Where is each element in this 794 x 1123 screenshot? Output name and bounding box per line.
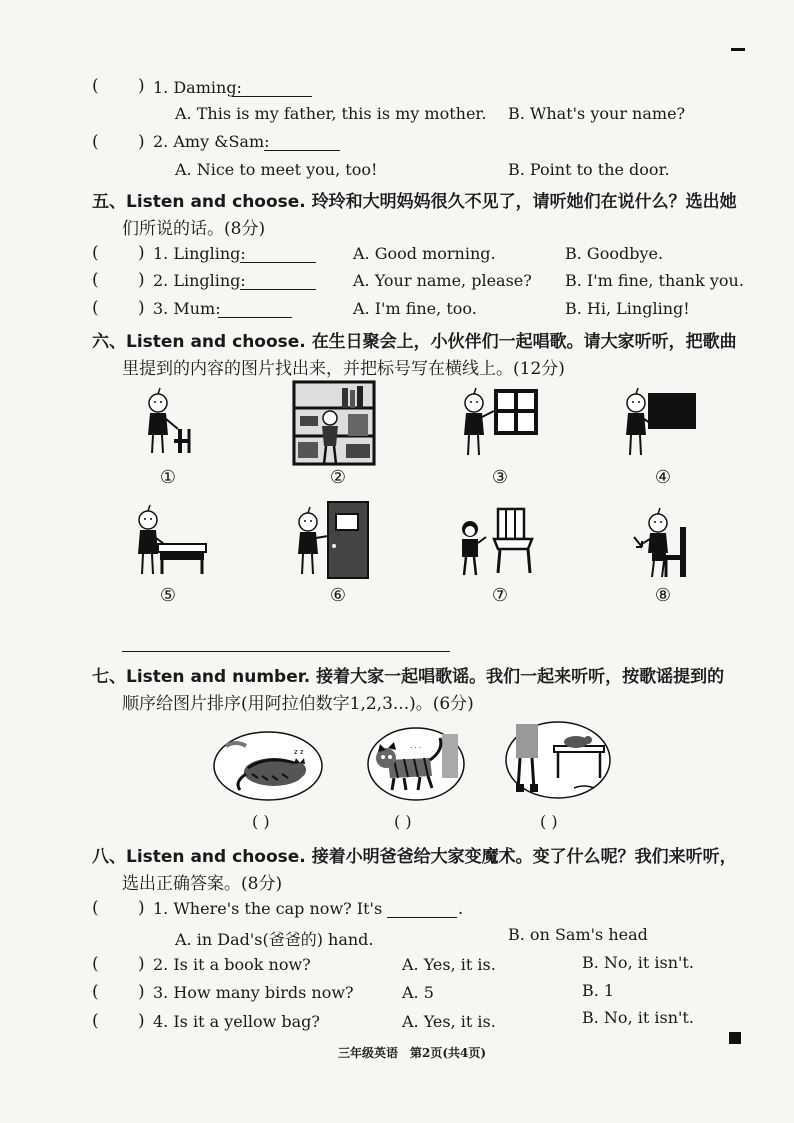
picture-label-3: ③ bbox=[491, 467, 509, 488]
section-number: 七、 bbox=[92, 667, 126, 687]
option-b: B. What's your name? bbox=[508, 104, 686, 123]
question-text: 3. Mum: bbox=[153, 299, 221, 318]
cat-walking-icon bbox=[366, 724, 466, 802]
section-instruction: 玲玲和大明妈妈很久不见了，请听她们在说什么？选出她 bbox=[311, 192, 737, 212]
section-instruction: 在生日聚会上，小伙伴们一起唱歌。请大家听听，把歌曲 bbox=[311, 332, 737, 352]
question-text: 1. Where's the cap now? It's bbox=[153, 899, 383, 918]
picture-label-4: ④ bbox=[654, 467, 672, 488]
bookshelf-icon bbox=[292, 380, 376, 466]
option-a: A. 5 bbox=[402, 983, 434, 1002]
answer-blank[interactable] bbox=[218, 303, 292, 318]
boy-sitting-chair-icon bbox=[632, 505, 698, 579]
answer-paren-open: ( bbox=[92, 954, 99, 974]
section-instruction-line2: 里提到的内容的图片找出来，并把标号写在横线上。(12分) bbox=[122, 359, 565, 379]
option-b: B. Goodbye. bbox=[565, 244, 664, 263]
boy-window-icon bbox=[458, 385, 538, 465]
answer-blank[interactable] bbox=[240, 248, 316, 263]
option-a: A. This is my father, this is my mother. bbox=[175, 104, 487, 123]
option-a: A. I'm fine, too. bbox=[353, 299, 477, 318]
option-b: B. 1 bbox=[582, 981, 615, 1000]
section-instruction: 接着小明爸爸给大家变魔术。变了什么呢？我们来听听， bbox=[311, 847, 737, 867]
picture-label-8: ⑧ bbox=[654, 585, 672, 606]
page-footer: 三年级英语 第2页(共4页) bbox=[338, 1046, 487, 1060]
answer-paren-close: ) bbox=[138, 76, 145, 96]
question-text: 1. Lingling: bbox=[153, 244, 246, 263]
section-title-en: Listen and choose. bbox=[126, 192, 306, 212]
section-heading bbox=[92, 842, 737, 867]
question-text: 3. How many birds now? bbox=[153, 983, 354, 1002]
order-paren-1[interactable]: ( ) bbox=[252, 812, 270, 831]
answer-paren-close: ) bbox=[138, 298, 145, 318]
answer-line[interactable] bbox=[122, 650, 450, 652]
option-b: B. Hi, Lingling! bbox=[565, 299, 690, 318]
question-text: 4. Is it a yellow bag? bbox=[153, 1012, 320, 1031]
section-instruction-line2: 们所说的话。(8分) bbox=[122, 219, 266, 239]
option-a: A. Yes, it is. bbox=[402, 955, 496, 974]
child-chair-icon bbox=[458, 505, 538, 577]
boy-blackboard-icon bbox=[622, 385, 698, 461]
answer-paren-close: ) bbox=[138, 270, 145, 290]
question-text: 2. Amy &Sam: bbox=[153, 132, 270, 151]
section-heading bbox=[92, 187, 737, 212]
section-title-en: Listen and choose. bbox=[126, 847, 306, 867]
option-a: A. Nice to meet you, too! bbox=[175, 160, 378, 179]
cat-sleeping-icon bbox=[212, 730, 324, 802]
option-b: B. on Sam's head bbox=[508, 925, 648, 944]
answer-paren-close: ) bbox=[138, 898, 145, 918]
section-number: 六、 bbox=[92, 332, 126, 352]
answer-blank[interactable] bbox=[387, 903, 457, 918]
picture-label-1: ① bbox=[159, 467, 177, 488]
option-a: A. in Dad's(爸爸的) hand. bbox=[175, 930, 374, 949]
answer-blank[interactable] bbox=[240, 275, 316, 290]
svg-text:. . .: . . . bbox=[410, 742, 422, 750]
option-a: A. Your name, please? bbox=[353, 271, 532, 290]
answer-paren-open: ( bbox=[92, 298, 99, 318]
picture-label-5: ⑤ bbox=[159, 585, 177, 606]
section-number: 五、 bbox=[92, 192, 126, 212]
answer-paren-open: ( bbox=[92, 270, 99, 290]
answer-paren-close: ) bbox=[138, 954, 145, 974]
boy-door-icon bbox=[296, 500, 372, 580]
picture-label-6: ⑥ bbox=[329, 585, 347, 606]
section-instruction-line2: 顺序给图片排序(用阿拉伯数字1,2,3...)。(6分) bbox=[122, 694, 474, 714]
section-title-en: Listen and choose. bbox=[126, 332, 306, 352]
corner-mark-bottom bbox=[729, 1032, 741, 1044]
order-paren-3[interactable]: ( ) bbox=[540, 812, 558, 831]
question-text: 1. Daming: bbox=[153, 78, 242, 97]
answer-blank[interactable] bbox=[232, 82, 312, 97]
answer-paren-close: ) bbox=[138, 132, 145, 152]
svg-text:z z: z z bbox=[294, 748, 304, 756]
option-b: B. No, it isn't. bbox=[582, 953, 694, 972]
section-heading bbox=[92, 662, 724, 687]
section-instruction-line2: 选出正确答案。(8分) bbox=[122, 874, 283, 894]
cat-chair-icon bbox=[504, 718, 612, 800]
question-text: 2. Lingling: bbox=[153, 271, 246, 290]
option-a: A. Yes, it is. bbox=[402, 1012, 496, 1031]
corner-mark-top bbox=[731, 48, 745, 51]
option-b: B. No, it isn't. bbox=[582, 1008, 694, 1027]
answer-paren-close: ) bbox=[138, 243, 145, 263]
option-a: A. Good morning. bbox=[353, 244, 496, 263]
blank-period: . bbox=[458, 899, 464, 918]
question-text: 2. Is it a book now? bbox=[153, 955, 311, 974]
answer-blank[interactable] bbox=[264, 136, 340, 151]
option-b: B. I'm fine, thank you. bbox=[565, 271, 744, 290]
answer-paren-open: ( bbox=[92, 132, 99, 152]
answer-paren-open: ( bbox=[92, 982, 99, 1002]
picture-label-2: ② bbox=[329, 467, 347, 488]
section-number: 八、 bbox=[92, 847, 126, 867]
boy-chair-icon bbox=[138, 385, 198, 460]
section-title-en: Listen and number. bbox=[126, 667, 311, 687]
boy-desk-icon bbox=[134, 502, 208, 578]
answer-paren-open: ( bbox=[92, 898, 99, 918]
order-paren-2[interactable]: ( ) bbox=[394, 812, 412, 831]
answer-paren-close: ) bbox=[138, 1011, 145, 1031]
picture-label-7: ⑦ bbox=[491, 585, 509, 606]
answer-paren-open: ( bbox=[92, 76, 99, 96]
answer-paren-open: ( bbox=[92, 243, 99, 263]
answer-paren-open: ( bbox=[92, 1011, 99, 1031]
section-heading bbox=[92, 327, 737, 352]
section-instruction: 接着大家一起唱歌谣。我们一起来听听，按歌谣提到的 bbox=[316, 667, 725, 687]
option-b: B. Point to the door. bbox=[508, 160, 670, 179]
answer-paren-close: ) bbox=[138, 982, 145, 1002]
